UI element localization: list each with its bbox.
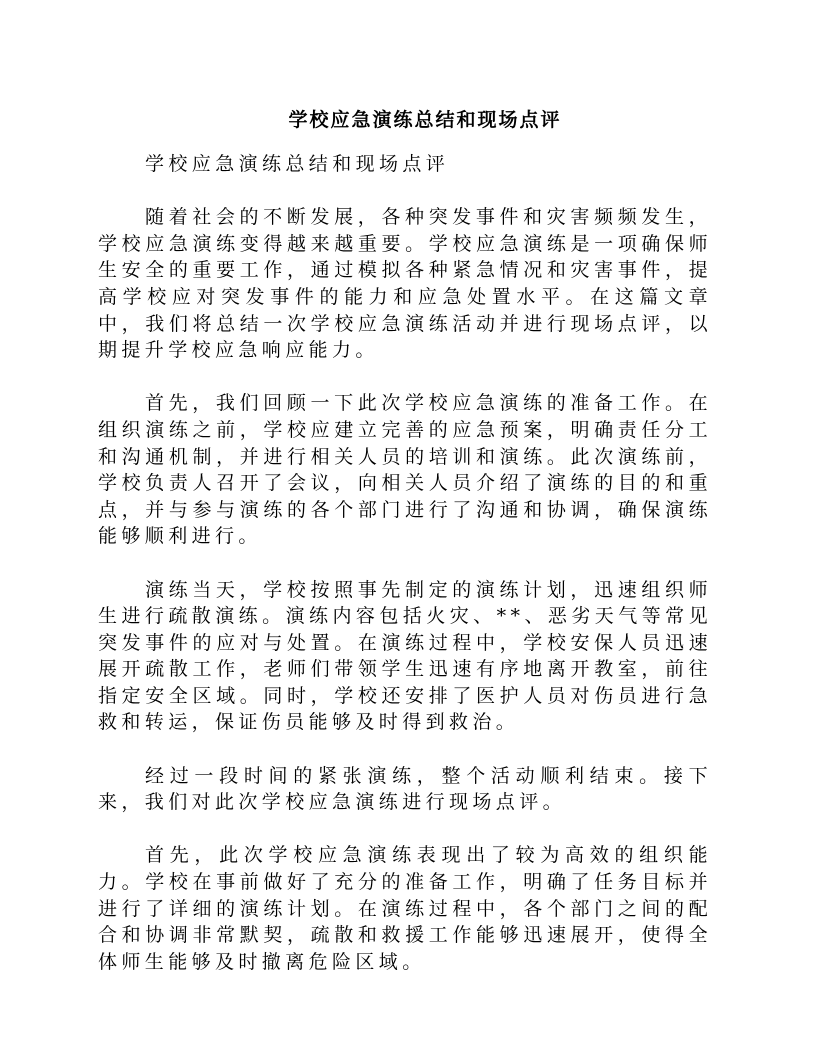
document-title: 学校应急演练总结和现场点评	[288, 109, 562, 131]
paragraph-review: 首先，此次学校应急演练表现出了较为高效的组织能力。学校在事前做好了充分的准备工作，明确了任务目标并进行了详细的演练计划。在演练过程中，各个部门之间的配合和协调非常默契，疏散和救援工作能够迅速展开，使得全体师生能够及时撤离危险区域。	[98, 844, 712, 973]
paragraph-drill-day: 演练当天，学校按照事先制定的演练计划，迅速组织师生进行疏散演练。演练内容包括火灾、**、恶劣天气等常见突发事件的应对与处置。在演练过程中，学校安保人员迅速展开疏散工作，老师们带领学生迅速有序地离开教室，前往指定安全区域。同时，学校还安排了医护人员对伤员进行急救和转运，保证伤员能够及时得到救治。	[98, 578, 712, 734]
paragraph-intro: 随着社会的不断发展，各种突发事件和灾害频频发生，学校应急演练变得越来越重要。学校应急演练是一项确保师生安全的重要工作，通过模拟各种紧急情况和灾害事件，提高学校应对突发事件的能力和应急处置水平。在这篇文章中，我们将总结一次学校应急演练活动并进行现场点评，以期提升学校应急响应能力。	[98, 206, 712, 362]
paragraph-preparation: 首先，我们回顾一下此次学校应急演练的准备工作。在组织演练之前，学校应建立完善的应急预案，明确责任分工和沟通机制，并进行相关人员的培训和演练。此次演练前，学校负责人召开了会议，向相关人员介绍了演练的目的和重点，并与参与演练的各个部门进行了沟通和协调，确保演练能够顺利进行。	[98, 392, 712, 548]
paragraph-conclusion: 经过一段时间的紧张演练，整个活动顺利结束。接下来，我们对此次学校应急演练进行现场点评。	[98, 764, 712, 814]
paragraph-subtitle: 学校应急演练总结和现场点评	[145, 153, 450, 175]
document-page	[98, 106, 712, 1002]
